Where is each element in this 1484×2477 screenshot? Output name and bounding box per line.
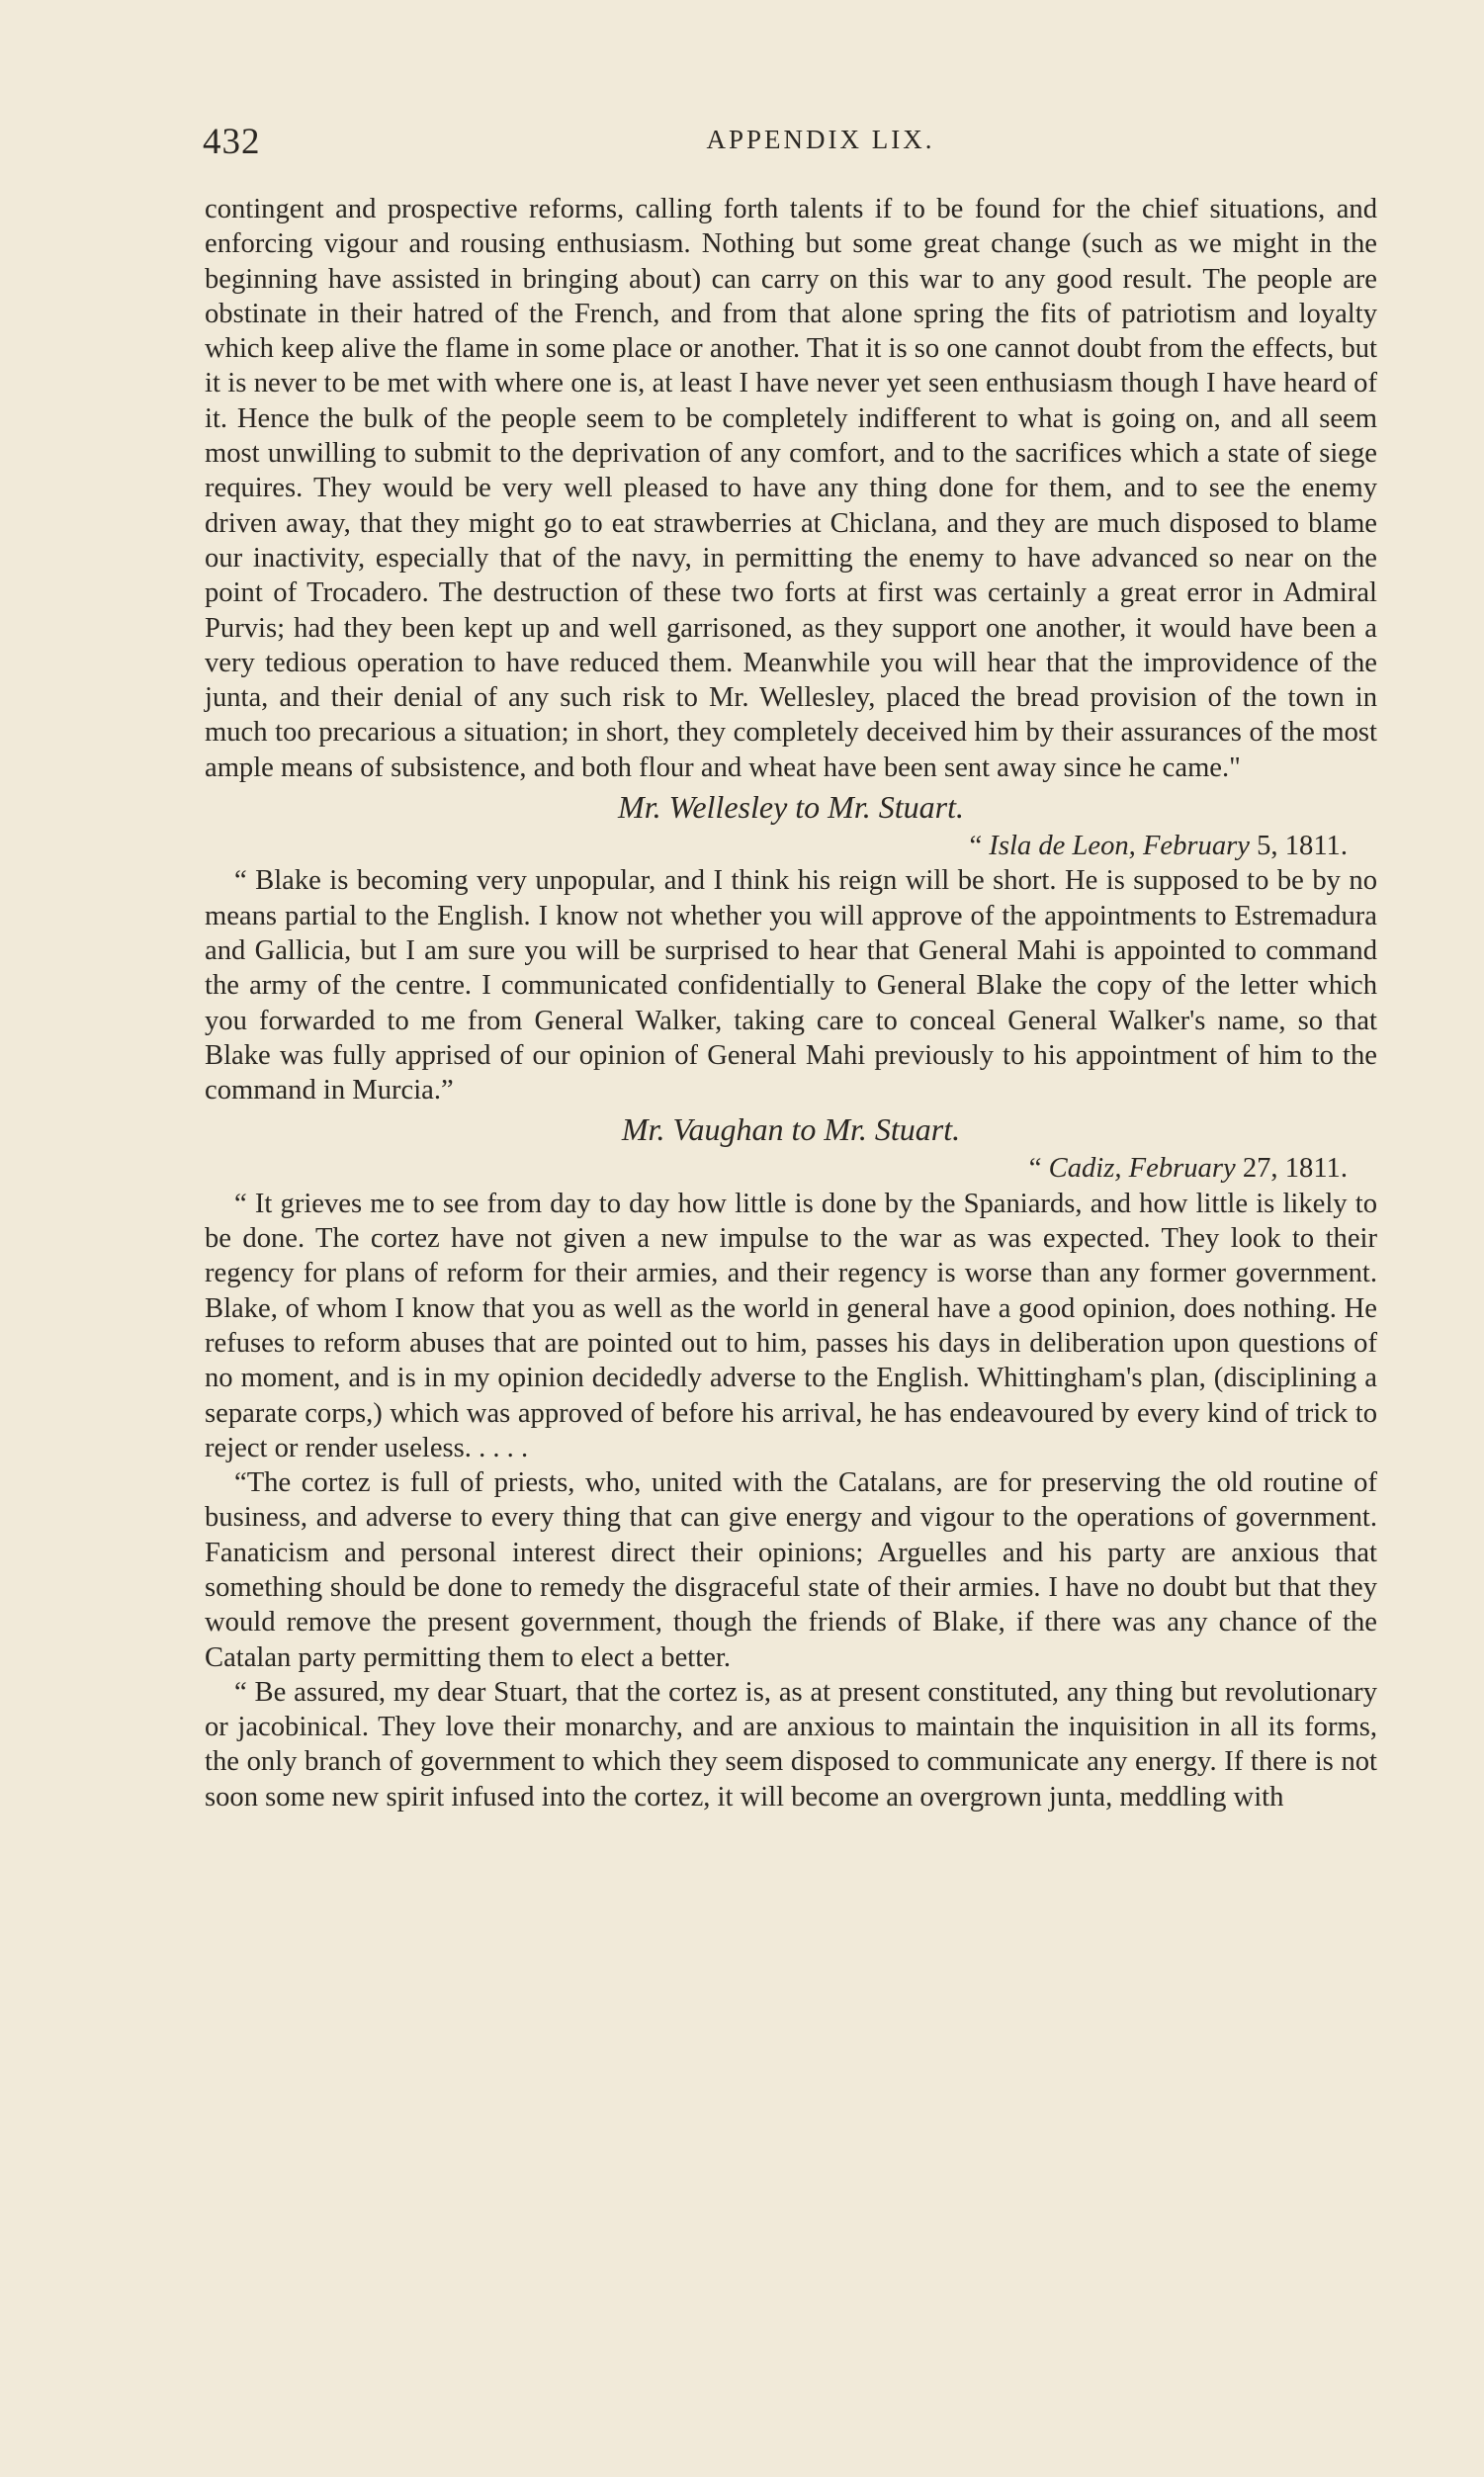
dateline-vaughan <box>205 1151 1377 1186</box>
dateline-day-year: 5, 1811. <box>1257 831 1348 862</box>
running-head: APPENDIX LIX. <box>706 125 935 154</box>
dateline-place: Isla de Leon, <box>989 831 1136 862</box>
dateline-day-year: 27, 1811. <box>1242 1153 1348 1185</box>
letter-paragraph: “ Be assured, my dear Stuart, that the cortez is, as at present constituted, any thing but revolutionary or jacobinical. They love their monarchy, and are anxious to maintain the inquisition in all its forms, the only branch of government to which they seem disposed to communicate any energy. If there is not soon some new spirit infused into the cortez, it will become an overgrown junta, meddling with <box>205 1676 1377 1813</box>
dateline-month: February <box>1128 1153 1236 1185</box>
letter-heading-wellesley: Mr. Wellesley to Mr. Stuart. <box>618 789 964 826</box>
letter-paragraph: “ Blake is becoming very unpopular, and I think his reign will be short. He is supposed to be by no means partial to the English. I know not whether you will approve of the appointments to Estremadura and Gallicia, but I am sure you will be surprised to hear that General Mahi is appointed to command the army of the centre. I communicated confidentially to General Blake the copy of the letter which you forwarded to me from General Walker, taking care to conceal General Walker's name, so that Blake was fully apprised of our opinion of General Mahi previously to his appointment of him to the command in Murcia.” <box>205 865 1377 1106</box>
letter-paragraph: “ It grieves me to see from day to day how little is done by the Spaniards, and how little is likely to be done. The cortez have not given a new impulse to the war as was expected. They look to their regency for plans of reform for their armies, and their regency is worse than any former government. Blake, of whom I know that you as well as the world in general have a good opinion, does nothing. He refuses to reform abuses that are pointed out to him, passes his days in deliberation upon questions of no moment, and is in my opinion decidedly adverse to the English. Whittingham's plan, (disciplining a separate corps,) which was approved of before his arrival, he has endeavoured by every kind of trick to reject or render useless. . . . . <box>205 1188 1377 1463</box>
dateline-month: February <box>1142 831 1250 862</box>
page-number: 432 <box>203 122 261 162</box>
dateline-quote: “ <box>1028 1153 1042 1185</box>
letter-heading-vaughan: Mr. Vaughan to Mr. Stuart. <box>621 1111 961 1148</box>
paragraph-continuation: contingent and prospective reforms, calling forth talents if to be found for the chief situations, and enforcing vigour and rousing enthusiasm. Nothing but some great change (such as we might in the beginning have assisted in bringing about) can carry on this war to any good result. The people are obstinate in their hatred of the French, and from that alone spring the fits of patriotism and loyalty which keep alive the flame in some place or another. That it is so one cannot doubt from the effects, but it is never to be met with where one is, at least I have never yet seen enthusiasm though I have heard of it. Hence the bulk of the people seem to be completely indifferent to what is going on, and all seem most unwilling to submit to the deprivation of any comfort, and to the sacrifices which a state of siege requires. They would be very well pleased to have any thing done for them, and to see the enemy driven away, that they might go to eat strawberries at Chiclana, and they are much disposed to blame our inactivity, especially that of the navy, in permitting the enemy to have advanced so near on the point of Trocadero. The destruction of these two forts at first was certainly a great error in Admiral Purvis; had they been kept up and well garrisoned, as they support one another, it would have been a very tedious operation to have reduced them. Meanwhile you will hear that the improvidence of the junta, and their denial of any such risk to Mr. Wellesley, placed the bread provision of the town in much too precarious a situation; in short, they completely deceived him by their assurances of the most ample means of subsistence, and both flour and wheat have been sent away since he came." <box>205 194 1377 783</box>
dateline-quote: “ <box>969 831 983 862</box>
letter-paragraph: “The cortez is full of priests, who, united with the Catalans, are for preserving the old routine of business, and adverse to every thing that can give energy and vigour to the operations of government. Fanaticism and personal interest direct their opinions; Arguelles and his party are anxious that something should be done to remedy the disgraceful state of their armies. I have no doubt but that they would remove the present government, though the friends of Blake, if there was any chance of the Catalan party permitting them to elect a better. <box>205 1467 1377 1673</box>
dateline-place: Cadiz, <box>1048 1153 1122 1185</box>
dateline-wellesley <box>205 829 1377 863</box>
page-header <box>203 121 1379 170</box>
body-text <box>205 192 1377 1814</box>
